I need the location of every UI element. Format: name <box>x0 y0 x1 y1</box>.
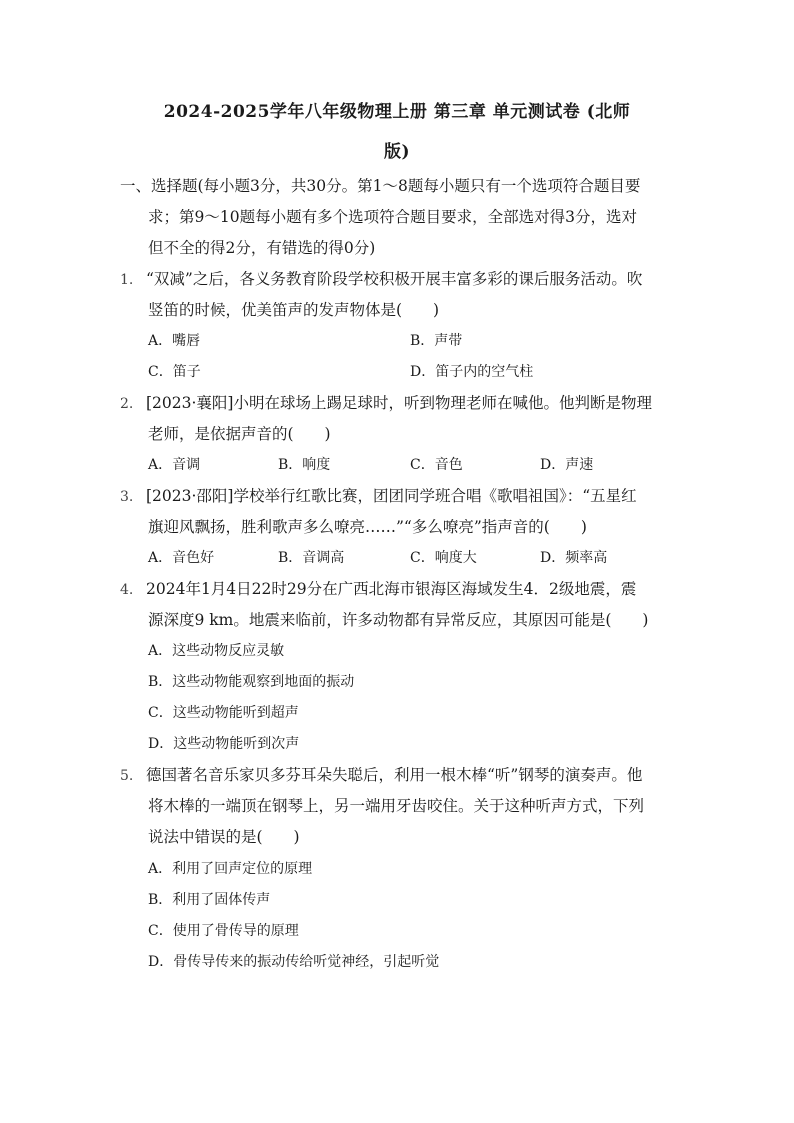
question-text-line: 源深度9 km。地震来临前，许多动物都有异常反应，其原因可能是( ) <box>148 611 649 629</box>
option-d[interactable]: D．频率高 <box>540 550 608 566</box>
question-number: 1. <box>120 272 134 288</box>
section-heading-line: 但不全的得2分，有错选的得0分) <box>148 239 376 257</box>
section-heading-line: 一、选择题(每小题3分，共30分。第1～8题每小题只有一个选项符合题目要 <box>120 177 641 195</box>
question-text-line: 旗迎风飘扬，胜利歌声多么嘹亮……”“多么嘹亮”指声音的( ) <box>148 518 587 536</box>
question-text-line: 说法中错误的是( ) <box>148 828 300 846</box>
option-c[interactable]: C．音色 <box>410 457 463 473</box>
question-number: 3. <box>120 489 134 505</box>
option-d[interactable]: D．声速 <box>540 457 594 473</box>
option-b[interactable]: B．声带 <box>410 333 463 349</box>
question-text-line: 老师，是依据声音的( ) <box>148 425 331 443</box>
question-number: 4. <box>120 582 134 598</box>
option-a[interactable]: A．音调 <box>148 457 201 473</box>
option-d[interactable]: D．骨传导传来的振动传给听觉神经，引起听觉 <box>148 954 440 970</box>
question-text-line: 将木棒的一端顶在钢琴上，另一端用牙齿咬住。关于这种听声方式，下列 <box>148 797 645 815</box>
question-number: 5. <box>120 768 134 784</box>
option-d[interactable]: D．这些动物能听到次声 <box>148 736 300 752</box>
option-a[interactable]: A．音色好 <box>148 550 215 566</box>
question-number: 2. <box>120 396 134 412</box>
section-heading-line: 求；第9～10题每小题有多个选项符合题目要求，全部选对得3分，选对 <box>148 208 637 226</box>
option-b[interactable]: B．响度 <box>278 457 331 473</box>
option-b[interactable]: B．利用了固体传声 <box>148 892 271 908</box>
option-a[interactable]: A．嘴唇 <box>148 333 201 349</box>
option-c[interactable]: C．使用了骨传导的原理 <box>148 923 299 939</box>
option-b[interactable]: B．音调高 <box>278 550 345 566</box>
question-text-line: “双减”之后，各义务教育阶段学校积极开展丰富多彩的课后服务活动。吹 <box>146 270 643 288</box>
option-a[interactable]: A．利用了回声定位的原理 <box>148 861 313 877</box>
question-text-line: 德国著名音乐家贝多芬耳朵失聪后，利用一根木棒“听”钢琴的演奏声。他 <box>146 766 643 784</box>
option-c[interactable]: C．响度大 <box>410 550 477 566</box>
question-text-line: 2024年1月4日22时29分在广西北海市银海区海域发生4．2级地震，震 <box>146 580 637 598</box>
page-title-continued: 版) <box>383 142 411 162</box>
question-text-line: 竖笛的时候，优美笛声的发声物体是( ) <box>148 301 440 319</box>
question-text-line: [2023·邵阳]学校举行红歌比赛，团团同学班合唱《歌唱祖国》：“五星红 <box>146 487 637 505</box>
option-c[interactable]: C．这些动物能听到超声 <box>148 705 299 721</box>
option-a[interactable]: A．这些动物反应灵敏 <box>148 643 285 659</box>
option-b[interactable]: B．这些动物能观察到地面的振动 <box>148 674 355 690</box>
option-c[interactable]: C．笛子 <box>148 364 201 380</box>
page-title: 2024-2025学年八年级物理上册 第三章 单元测试卷 (北师 <box>163 102 631 122</box>
question-text-line: [2023·襄阳]小明在球场上踢足球时，听到物理老师在喊他。他判断是物理 <box>146 394 652 412</box>
option-d[interactable]: D．笛子内的空气柱 <box>410 364 534 380</box>
